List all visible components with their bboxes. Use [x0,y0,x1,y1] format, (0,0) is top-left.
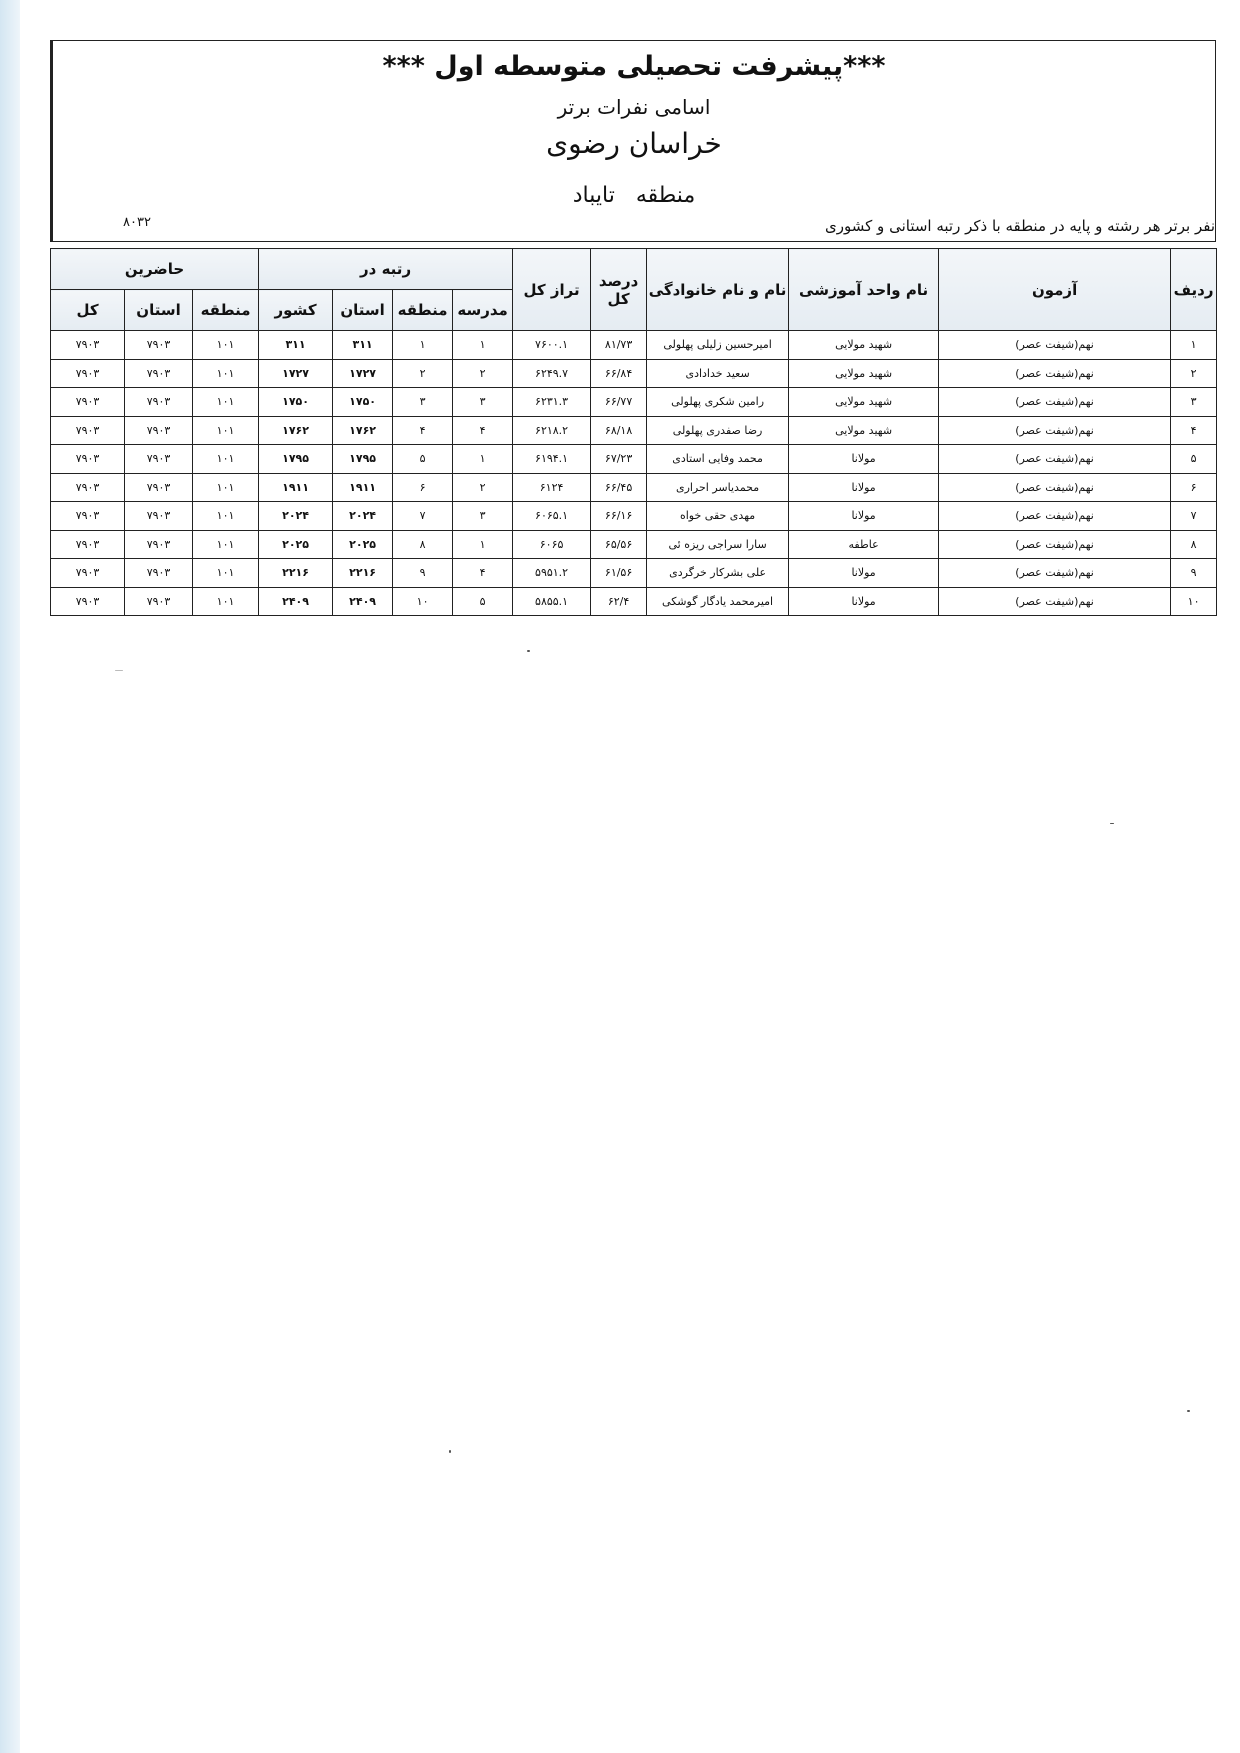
cell-rank-province: ۱۷۶۲ [333,416,393,445]
col-rank-school-header: مدرسه [453,290,513,331]
col-rank-province-header: استان [333,290,393,331]
report-subtitle: اسامی نفرات برتر [557,95,711,119]
cell-rank-province: ۱۷۵۰ [333,388,393,417]
cell-school: مولانا [789,502,939,531]
report-header [50,40,1216,242]
cell-rank-province: ۳۱۱ [333,331,393,360]
col-present-group-header: حاضرین [51,249,259,290]
cell-present-total: ۷۹۰۳ [51,445,125,474]
cell-rank-school: ۳ [453,502,513,531]
cell-present-province: ۷۹۰۳ [125,587,193,616]
cell-rank-region: ۷ [393,502,453,531]
col-taraz-header: تراز کل [513,249,591,331]
cell-rank-school: ۵ [453,587,513,616]
cell-exam: نهم(شیفت عصر) [939,559,1171,588]
cell-rank-country: ۳۱۱ [259,331,333,360]
cell-percent: ۶۶/۴۵ [591,473,647,502]
cell-rank-region: ۸ [393,530,453,559]
cell-school: شهید مولایی [789,388,939,417]
cell-name: امیرحسین زلیلی پهلولی [647,331,789,360]
cell-name: امیرمحمد یادگار گوشکی [647,587,789,616]
cell-present-total: ۷۹۰۳ [51,388,125,417]
cell-present-region: ۱۰۱ [193,445,259,474]
col-present-total-header: کل [51,290,125,331]
cell-name: رامین شکری پهلولی [647,388,789,417]
cell-exam: نهم(شیفت عصر) [939,331,1171,360]
cell-taraz: ۶۱۲۴ [513,473,591,502]
cell-percent: ۶۷/۲۳ [591,445,647,474]
region-name: منطقه تایباد [572,183,696,208]
cell-row-number: ۷ [1171,502,1217,531]
cell-present-region: ۱۰۱ [193,388,259,417]
cell-percent: ۶۸/۱۸ [591,416,647,445]
province-name: خراسان رضوی [546,127,722,160]
table-row [51,473,1217,502]
scan-speck [449,1450,451,1453]
cell-rank-school: ۳ [453,388,513,417]
cell-rank-country: ۱۷۲۷ [259,359,333,388]
table-row [51,559,1217,588]
table-row [51,388,1217,417]
cell-row-number: ۶ [1171,473,1217,502]
cell-percent: ۶۶/۷۷ [591,388,647,417]
cell-percent: ۶۲/۴ [591,587,647,616]
scan-edge-strip [0,0,20,1753]
cell-rank-school: ۴ [453,559,513,588]
cell-taraz: ۶۱۹۴.۱ [513,445,591,474]
cell-present-total: ۷۹۰۳ [51,559,125,588]
cell-taraz: ۶۰۶۵ [513,530,591,559]
col-row-header: ردیف [1171,249,1217,331]
cell-percent: ۸۱/۷۳ [591,331,647,360]
cell-rank-country: ۲۲۱۶ [259,559,333,588]
cell-school: مولانا [789,559,939,588]
cell-school: شهید مولایی [789,416,939,445]
cell-taraz: ۶۲۴۹.۷ [513,359,591,388]
cell-rank-country: ۱۷۶۲ [259,416,333,445]
cell-rank-school: ۱ [453,530,513,559]
document-code: ۸۰۳۲ [123,215,151,230]
cell-present-total: ۷۹۰۳ [51,587,125,616]
report-title: ***پیشرفت تحصیلی متوسطه اول *** [382,51,886,82]
cell-exam: نهم(شیفت عصر) [939,502,1171,531]
col-percent-header: درصد کل [591,249,647,331]
col-rank-country-header: کشور [259,290,333,331]
scan-speck [527,650,530,652]
cell-present-region: ۱۰۱ [193,473,259,502]
cell-present-province: ۷۹۰۳ [125,530,193,559]
cell-rank-province: ۱۹۱۱ [333,473,393,502]
table-body [51,331,1217,616]
cell-present-region: ۱۰۱ [193,559,259,588]
cell-rank-school: ۴ [453,416,513,445]
cell-exam: نهم(شیفت عصر) [939,473,1171,502]
cell-present-total: ۷۹۰۳ [51,530,125,559]
cell-taraz: ۵۹۵۱.۲ [513,559,591,588]
cell-school: شهید مولایی [789,359,939,388]
cell-rank-province: ۲۲۱۶ [333,559,393,588]
results-table [50,248,1217,616]
col-rank-group-header: رتبه در [259,249,513,290]
table-row [51,359,1217,388]
cell-name: رضا صفدری پهلولی [647,416,789,445]
cell-row-number: ۲ [1171,359,1217,388]
cell-present-province: ۷۹۰۳ [125,559,193,588]
report-note: نفر برتر هر رشته و پایه در منطقه با ذکر رتبه استانی و کشوری [825,217,1215,235]
scan-speck [1187,1410,1190,1412]
cell-rank-region: ۹ [393,559,453,588]
cell-present-region: ۱۰۱ [193,416,259,445]
cell-percent: ۶۶/۱۶ [591,502,647,531]
cell-rank-province: ۱۷۲۷ [333,359,393,388]
cell-school: مولانا [789,473,939,502]
cell-rank-school: ۱ [453,445,513,474]
cell-present-total: ۷۹۰۳ [51,416,125,445]
cell-present-region: ۱۰۱ [193,359,259,388]
cell-rank-province: ۲۰۲۵ [333,530,393,559]
cell-name: علی بشرکار خرگردی [647,559,789,588]
cell-row-number: ۱ [1171,331,1217,360]
cell-percent: ۶۵/۵۶ [591,530,647,559]
results-table-container [50,248,1216,616]
table-header [51,249,1217,331]
cell-present-region: ۱۰۱ [193,587,259,616]
cell-taraz: ۶۰۶۵.۱ [513,502,591,531]
cell-present-province: ۷۹۰۳ [125,331,193,360]
cell-rank-province: ۱۷۹۵ [333,445,393,474]
cell-present-total: ۷۹۰۳ [51,331,125,360]
cell-present-total: ۷۹۰۳ [51,359,125,388]
cell-name: محمد وفایی استادی [647,445,789,474]
cell-row-number: ۴ [1171,416,1217,445]
cell-rank-region: ۲ [393,359,453,388]
scan-speck [1110,823,1114,824]
col-name-header: نام و نام خانوادگی [647,249,789,331]
cell-percent: ۶۱/۵۶ [591,559,647,588]
cell-rank-region: ۱۰ [393,587,453,616]
cell-rank-region: ۶ [393,473,453,502]
cell-school: عاطفه [789,530,939,559]
table-row [51,502,1217,531]
cell-present-region: ۱۰۱ [193,530,259,559]
cell-present-region: ۱۰۱ [193,502,259,531]
cell-school: شهید مولایی [789,331,939,360]
cell-present-province: ۷۹۰۳ [125,445,193,474]
cell-row-number: ۸ [1171,530,1217,559]
cell-rank-country: ۲۰۲۴ [259,502,333,531]
cell-row-number: ۹ [1171,559,1217,588]
table-row [51,587,1217,616]
cell-present-region: ۱۰۱ [193,331,259,360]
cell-exam: نهم(شیفت عصر) [939,388,1171,417]
table-row [51,331,1217,360]
cell-present-province: ۷۹۰۳ [125,388,193,417]
cell-present-province: ۷۹۰۳ [125,359,193,388]
cell-row-number: ۳ [1171,388,1217,417]
cell-rank-school: ۲ [453,359,513,388]
cell-rank-region: ۵ [393,445,453,474]
cell-exam: نهم(شیفت عصر) [939,587,1171,616]
cell-row-number: ۵ [1171,445,1217,474]
cell-school: مولانا [789,445,939,474]
cell-present-total: ۷۹۰۳ [51,473,125,502]
cell-taraz: ۵۸۵۵.۱ [513,587,591,616]
cell-present-province: ۷۹۰۳ [125,502,193,531]
cell-name: مهدی حقی خواه [647,502,789,531]
cell-rank-region: ۴ [393,416,453,445]
cell-name: سارا سراجی ریزه ئی [647,530,789,559]
cell-row-number: ۱۰ [1171,587,1217,616]
cell-percent: ۶۶/۸۴ [591,359,647,388]
cell-name: محمدیاسر احراری [647,473,789,502]
table-row [51,416,1217,445]
cell-rank-country: ۲۴۰۹ [259,587,333,616]
col-rank-region-header: منطقه [393,290,453,331]
cell-rank-country: ۱۷۹۵ [259,445,333,474]
cell-rank-province: ۲۴۰۹ [333,587,393,616]
cell-rank-school: ۱ [453,331,513,360]
cell-rank-province: ۲۰۲۴ [333,502,393,531]
col-school-header: نام واحد آموزشی [789,249,939,331]
table-row [51,530,1217,559]
cell-rank-country: ۱۷۵۰ [259,388,333,417]
scan-speck [115,670,123,671]
cell-rank-school: ۲ [453,473,513,502]
cell-rank-country: ۲۰۲۵ [259,530,333,559]
cell-name: سعید خدادادی [647,359,789,388]
cell-exam: نهم(شیفت عصر) [939,530,1171,559]
cell-taraz: ۶۲۱۸.۲ [513,416,591,445]
cell-exam: نهم(شیفت عصر) [939,416,1171,445]
table-row [51,445,1217,474]
cell-present-province: ۷۹۰۳ [125,473,193,502]
cell-present-province: ۷۹۰۳ [125,416,193,445]
cell-rank-region: ۱ [393,331,453,360]
cell-present-total: ۷۹۰۳ [51,502,125,531]
cell-taraz: ۷۶۰۰.۱ [513,331,591,360]
cell-school: مولانا [789,587,939,616]
cell-taraz: ۶۲۳۱.۳ [513,388,591,417]
col-present-province-header: استان [125,290,193,331]
cell-exam: نهم(شیفت عصر) [939,445,1171,474]
col-exam-header: آزمون [939,249,1171,331]
cell-exam: نهم(شیفت عصر) [939,359,1171,388]
col-present-region-header: منطقه [193,290,259,331]
cell-rank-region: ۳ [393,388,453,417]
cell-rank-country: ۱۹۱۱ [259,473,333,502]
